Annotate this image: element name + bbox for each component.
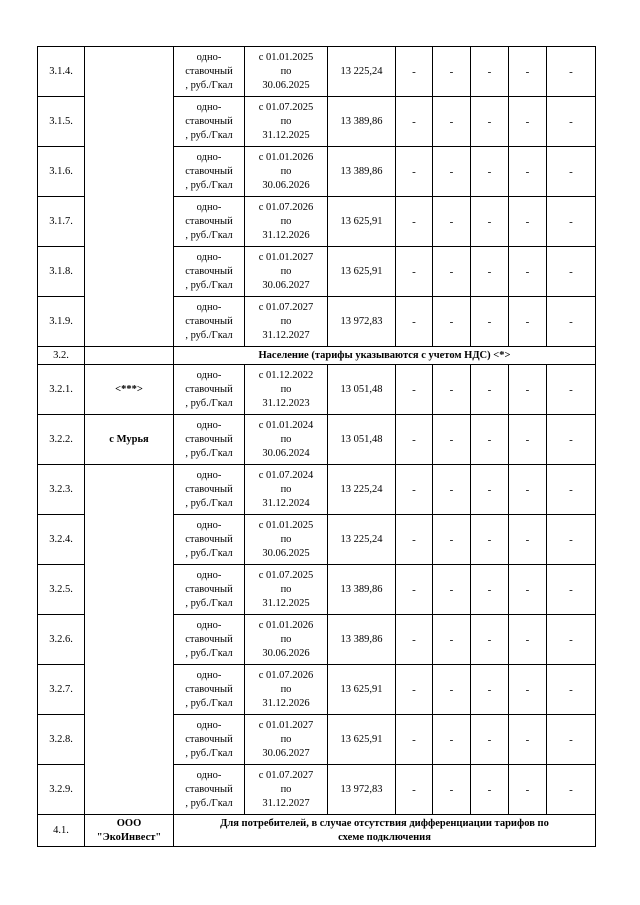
tariff-value: 13 051,48 [328, 365, 396, 415]
tariff-unit-cell [174, 615, 245, 665]
cell-line: "ЭкоИнвест" [96, 831, 162, 843]
empty-value-dash: - [471, 565, 509, 615]
empty-value-dash: - [547, 365, 596, 415]
cell-line: Для потребителей, в случае отсутствия дифференциации тарифов по [220, 817, 549, 829]
row-number: 3.1.6. [38, 147, 85, 197]
cell-line: 30.06.2026 [262, 179, 310, 191]
tariff-document-page [37, 46, 596, 847]
cell-line: 31.12.2025 [262, 129, 310, 141]
row-number: 3.2.8. [38, 715, 85, 765]
cell-line: , руб./Гкал [185, 397, 233, 409]
row-number: 3.2.1. [38, 365, 85, 415]
tariff-unit-cell [174, 415, 245, 465]
cell-line: , руб./Гкал [185, 747, 233, 759]
cell-line: , руб./Гкал [185, 79, 233, 91]
empty-value-dash: - [509, 565, 547, 615]
empty-value-dash: - [433, 615, 471, 665]
cell-line: , руб./Гкал [185, 447, 233, 459]
empty-value-dash: - [509, 365, 547, 415]
period-cell [245, 665, 328, 715]
tariff-value: 13 972,83 [328, 765, 396, 815]
section-header-row [38, 815, 596, 847]
cell-line: одно- [196, 301, 222, 313]
table-row [38, 365, 596, 415]
tariff-value: 13 225,24 [328, 465, 396, 515]
empty-value-dash: - [547, 665, 596, 715]
cell-line: одно- [196, 419, 222, 431]
cell-line: 31.12.2027 [262, 329, 310, 341]
empty-value-dash: - [396, 47, 433, 97]
period-cell [245, 365, 328, 415]
empty-value-dash: - [509, 465, 547, 515]
row-number: 3.2.4. [38, 515, 85, 565]
period-cell [245, 197, 328, 247]
tariff-unit-cell [174, 715, 245, 765]
empty-value-dash: - [547, 247, 596, 297]
empty-value-dash: - [396, 147, 433, 197]
cell-line: одно- [196, 101, 222, 113]
cell-line: по [280, 483, 292, 495]
cell-line: одно- [196, 51, 222, 63]
row-number: 3.2.3. [38, 465, 85, 515]
cell-line: с 01.07.2027 [258, 769, 314, 781]
empty-value-dash: - [396, 565, 433, 615]
empty-value-dash: - [433, 197, 471, 247]
cell-line: одно- [196, 569, 222, 581]
empty-value-dash: - [396, 365, 433, 415]
cell-line: по [280, 265, 292, 277]
period-cell [245, 465, 328, 515]
empty-value-dash: - [433, 147, 471, 197]
empty-value-dash: - [471, 365, 509, 415]
empty-value-dash: - [547, 515, 596, 565]
period-cell [245, 765, 328, 815]
empty-value-dash: - [433, 47, 471, 97]
tariff-value: 13 389,86 [328, 97, 396, 147]
empty-value-dash: - [396, 97, 433, 147]
cell-line: ставочный [185, 383, 233, 395]
settlement-label: с Мурья [109, 433, 149, 445]
empty-value-dash: - [433, 565, 471, 615]
period-cell [245, 565, 328, 615]
tariff-unit-cell [174, 665, 245, 715]
tariff-unit-cell [174, 365, 245, 415]
empty-value-dash: - [471, 147, 509, 197]
section-number: 3.2. [38, 347, 85, 365]
cell-line: 30.06.2026 [262, 647, 310, 659]
empty-value-dash: - [433, 297, 471, 347]
empty-value-dash: - [396, 665, 433, 715]
cell-line: с 01.01.2025 [258, 51, 314, 63]
period-cell [245, 715, 328, 765]
organization-cell-blank [85, 347, 174, 365]
cell-line: по [280, 433, 292, 445]
cell-line: ставочный [185, 633, 233, 645]
empty-value-dash: - [471, 665, 509, 715]
empty-value-dash: - [396, 415, 433, 465]
empty-value-dash: - [471, 47, 509, 97]
tariff-unit-cell [174, 465, 245, 515]
cell-line: с 01.07.2025 [258, 569, 314, 581]
cell-line: одно- [196, 251, 222, 263]
empty-value-dash: - [396, 197, 433, 247]
period-cell [245, 47, 328, 97]
empty-value-dash: - [509, 247, 547, 297]
cell-line: с 01.12.2022 [258, 369, 314, 381]
tariff-value: 13 389,86 [328, 565, 396, 615]
cell-line: ставочный [185, 783, 233, 795]
cell-line: 30.06.2027 [262, 279, 310, 291]
cell-line: 30.06.2024 [262, 447, 310, 459]
section-number: 4.1. [38, 815, 85, 847]
section-title [174, 815, 596, 847]
period-cell [245, 615, 328, 665]
empty-value-dash: - [547, 47, 596, 97]
cell-line: 31.12.2026 [262, 697, 310, 709]
cell-line: , руб./Гкал [185, 597, 233, 609]
empty-value-dash: - [547, 197, 596, 247]
tariff-value: 13 972,83 [328, 297, 396, 347]
empty-value-dash: - [396, 465, 433, 515]
cell-line: с 01.01.2024 [258, 419, 314, 431]
row-number: 3.2.6. [38, 615, 85, 665]
cell-line: , руб./Гкал [185, 329, 233, 341]
cell-line: 30.06.2027 [262, 747, 310, 759]
row-number: 3.2.9. [38, 765, 85, 815]
cell-line: ставочный [185, 215, 233, 227]
tariff-value: 13 625,91 [328, 665, 396, 715]
cell-line: по [280, 533, 292, 545]
cell-line: 30.06.2025 [262, 79, 310, 91]
cell-line: ставочный [185, 683, 233, 695]
tariff-value: 13 625,91 [328, 715, 396, 765]
tariff-table-body [38, 47, 596, 847]
empty-value-dash: - [547, 465, 596, 515]
organization-placeholder [85, 365, 174, 415]
cell-line: ставочный [185, 265, 233, 277]
cell-line: 31.12.2025 [262, 597, 310, 609]
empty-value-dash: - [471, 465, 509, 515]
tariff-unit-cell [174, 247, 245, 297]
period-cell [245, 297, 328, 347]
empty-value-dash: - [396, 765, 433, 815]
cell-line: , руб./Гкал [185, 179, 233, 191]
settlement-name [85, 415, 174, 465]
empty-value-dash: - [547, 297, 596, 347]
cell-line: одно- [196, 669, 222, 681]
tariff-value: 13 625,91 [328, 247, 396, 297]
cell-line: , руб./Гкал [185, 497, 233, 509]
row-number: 3.1.4. [38, 47, 85, 97]
empty-value-dash: - [471, 297, 509, 347]
cell-line: ООО [116, 817, 142, 829]
cell-line: 31.12.2024 [262, 497, 310, 509]
row-number: 3.1.7. [38, 197, 85, 247]
period-cell [245, 415, 328, 465]
empty-value-dash: - [396, 615, 433, 665]
tariff-value: 13 389,86 [328, 147, 396, 197]
empty-value-dash: - [433, 97, 471, 147]
cell-line: с 01.01.2026 [258, 151, 314, 163]
organization-cell-continued [85, 47, 174, 347]
cell-line: одно- [196, 519, 222, 531]
cell-line: схеме подключения [338, 831, 431, 843]
cell-line: с 01.07.2025 [258, 101, 314, 113]
cell-line: , руб./Гкал [185, 229, 233, 241]
empty-value-dash: - [509, 147, 547, 197]
empty-value-dash: - [396, 297, 433, 347]
table-row [38, 465, 596, 515]
empty-value-dash: - [509, 297, 547, 347]
organization-cell-continued [85, 465, 174, 815]
tariff-unit-cell [174, 297, 245, 347]
cell-line: по [280, 583, 292, 595]
cell-line: по [280, 165, 292, 177]
cell-line: по [280, 65, 292, 77]
row-number: 3.2.7. [38, 665, 85, 715]
empty-value-dash: - [433, 415, 471, 465]
cell-line: ставочный [185, 65, 233, 77]
table-row [38, 415, 596, 465]
organization-name: <***> [115, 383, 143, 395]
cell-line: одно- [196, 151, 222, 163]
tariff-value: 13 625,91 [328, 197, 396, 247]
empty-value-dash: - [509, 97, 547, 147]
section-header-row [38, 347, 596, 365]
cell-line: 30.06.2025 [262, 547, 310, 559]
empty-value-dash: - [547, 565, 596, 615]
cell-line: с 01.01.2027 [258, 251, 314, 263]
cell-line: с 01.01.2025 [258, 519, 314, 531]
organization-name [85, 815, 174, 847]
period-cell [245, 97, 328, 147]
row-number: 3.1.5. [38, 97, 85, 147]
empty-value-dash: - [471, 247, 509, 297]
cell-line: ставочный [185, 733, 233, 745]
cell-line: , руб./Гкал [185, 647, 233, 659]
empty-value-dash: - [509, 415, 547, 465]
cell-line: ставочный [185, 533, 233, 545]
empty-value-dash: - [433, 247, 471, 297]
empty-value-dash: - [471, 765, 509, 815]
row-number: 3.1.8. [38, 247, 85, 297]
cell-line: по [280, 115, 292, 127]
empty-value-dash: - [471, 197, 509, 247]
cell-line: с 01.01.2026 [258, 619, 314, 631]
empty-value-dash: - [509, 47, 547, 97]
cell-line: с 01.07.2026 [258, 669, 314, 681]
cell-line: ставочный [185, 315, 233, 327]
cell-line: 31.12.2027 [262, 797, 310, 809]
empty-value-dash: - [547, 715, 596, 765]
empty-value-dash: - [433, 765, 471, 815]
cell-line: по [280, 215, 292, 227]
cell-line: ставочный [185, 583, 233, 595]
empty-value-dash: - [547, 415, 596, 465]
tariff-unit-cell [174, 765, 245, 815]
empty-value-dash: - [433, 365, 471, 415]
tariff-value: 13 389,86 [328, 615, 396, 665]
empty-value-dash: - [471, 515, 509, 565]
cell-line: с 01.01.2027 [258, 719, 314, 731]
cell-line: по [280, 783, 292, 795]
period-cell [245, 515, 328, 565]
tariff-value: 13 225,24 [328, 515, 396, 565]
empty-value-dash: - [471, 615, 509, 665]
cell-line: с 01.07.2026 [258, 201, 314, 213]
empty-value-dash: - [509, 615, 547, 665]
tariff-value: 13 225,24 [328, 47, 396, 97]
cell-line: одно- [196, 469, 222, 481]
empty-value-dash: - [547, 147, 596, 197]
cell-line: , руб./Гкал [185, 797, 233, 809]
tariff-unit-cell [174, 565, 245, 615]
cell-line: 31.12.2026 [262, 229, 310, 241]
cell-line: , руб./Гкал [185, 697, 233, 709]
cell-line: по [280, 315, 292, 327]
empty-value-dash: - [547, 765, 596, 815]
tariff-unit-cell [174, 197, 245, 247]
cell-line: по [280, 633, 292, 645]
row-number: 3.2.5. [38, 565, 85, 615]
empty-value-dash: - [547, 97, 596, 147]
empty-value-dash: - [396, 715, 433, 765]
cell-line: одно- [196, 369, 222, 381]
cell-line: ставочный [185, 433, 233, 445]
row-number: 3.2.2. [38, 415, 85, 465]
cell-line: одно- [196, 619, 222, 631]
cell-line: с 01.07.2024 [258, 469, 314, 481]
cell-line: по [280, 683, 292, 695]
empty-value-dash: - [471, 415, 509, 465]
empty-value-dash: - [471, 715, 509, 765]
empty-value-dash: - [396, 515, 433, 565]
tariff-unit-cell [174, 97, 245, 147]
cell-line: , руб./Гкал [185, 279, 233, 291]
section-title: Население (тарифы указываются с учетом НДС) <*> [174, 347, 596, 365]
empty-value-dash: - [396, 247, 433, 297]
cell-line: ставочный [185, 483, 233, 495]
cell-line: ставочный [185, 115, 233, 127]
tariff-table [37, 46, 596, 847]
cell-line: по [280, 383, 292, 395]
cell-line: одно- [196, 719, 222, 731]
empty-value-dash: - [433, 715, 471, 765]
empty-value-dash: - [509, 715, 547, 765]
empty-value-dash: - [547, 615, 596, 665]
cell-line: , руб./Гкал [185, 547, 233, 559]
cell-line: с 01.07.2027 [258, 301, 314, 313]
period-cell [245, 147, 328, 197]
empty-value-dash: - [509, 765, 547, 815]
cell-line: по [280, 733, 292, 745]
empty-value-dash: - [509, 665, 547, 715]
empty-value-dash: - [433, 515, 471, 565]
empty-value-dash: - [433, 665, 471, 715]
empty-value-dash: - [509, 197, 547, 247]
cell-line: одно- [196, 201, 222, 213]
cell-line: , руб./Гкал [185, 129, 233, 141]
empty-value-dash: - [433, 465, 471, 515]
cell-line: 31.12.2023 [262, 397, 310, 409]
tariff-unit-cell [174, 515, 245, 565]
cell-line: одно- [196, 769, 222, 781]
row-number: 3.1.9. [38, 297, 85, 347]
empty-value-dash: - [509, 515, 547, 565]
period-cell [245, 247, 328, 297]
table-row [38, 47, 596, 97]
tariff-value: 13 051,48 [328, 415, 396, 465]
tariff-unit-cell [174, 147, 245, 197]
tariff-unit-cell [174, 47, 245, 97]
cell-line: ставочный [185, 165, 233, 177]
empty-value-dash: - [471, 97, 509, 147]
